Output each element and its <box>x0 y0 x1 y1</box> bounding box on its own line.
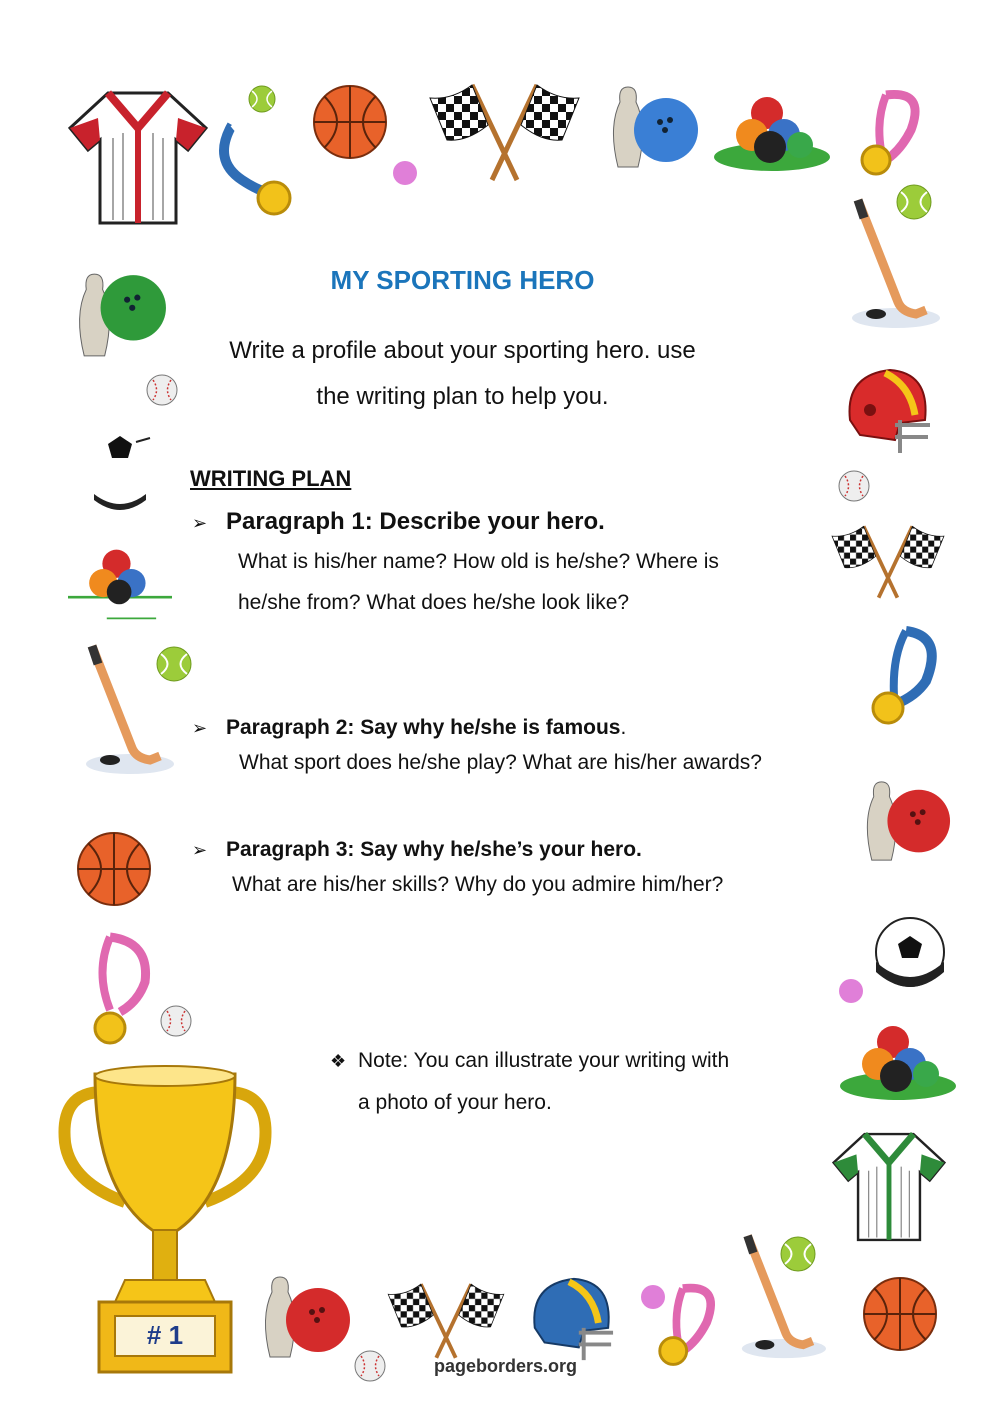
note-line-2: a photo of your hero. <box>358 1091 552 1114</box>
pink-medal-icon <box>856 90 931 178</box>
footer-credit: pageborders.org <box>434 1356 578 1376</box>
gold-medal-icon <box>212 120 297 220</box>
gold-medal-icon <box>866 626 942 726</box>
paragraph-3-body <box>232 864 723 905</box>
pink-ball-icon <box>838 978 864 1004</box>
football-helmet-icon <box>840 365 932 459</box>
paragraph-1-title: Paragraph 1: Describe your hero. <box>226 508 605 535</box>
basketball-icon <box>862 1276 938 1352</box>
writing-plan-heading: WRITING PLAN <box>190 466 352 491</box>
intro-line-1: Write a profile about your sporting hero. use <box>229 337 696 364</box>
billiard-balls-icon <box>712 95 830 177</box>
checkered-flags-icon <box>826 522 950 602</box>
billiard-balls-icon <box>68 544 172 624</box>
intro-line-2: the writing plan to help you. <box>316 383 609 410</box>
baseball-icon <box>838 470 870 502</box>
paragraph-2-title: Paragraph 2: Say why he/she is famous <box>226 716 621 739</box>
arrow-bullet-icon: ➢ <box>192 513 208 533</box>
paragraph-3 <box>192 838 723 905</box>
paragraph-3-title: Paragraph 3: Say why he/she’s your hero. <box>226 838 642 861</box>
diamond-bullet-icon: ❖ <box>330 1051 347 1071</box>
basketball-icon <box>76 828 152 910</box>
baseball-icon <box>160 1005 192 1037</box>
paragraph-1-line-2: he/she from? What does he/she look like? <box>238 591 630 614</box>
soccer-ball-icon <box>874 912 946 992</box>
page-title: MY SPORTING HERO <box>330 265 595 295</box>
billiard-balls-icon <box>838 1024 956 1106</box>
paragraph-2 <box>192 716 762 783</box>
baseball-jersey-icon <box>68 88 208 228</box>
checkered-flags-icon <box>382 1280 510 1362</box>
trophy-label: # 1 <box>146 1320 184 1350</box>
arrow-bullet-icon: ➢ <box>192 840 208 860</box>
note-line-1: Note: You can illustrate your writing with <box>358 1049 730 1072</box>
baseball-jersey-icon <box>832 1128 946 1246</box>
soccer-ball-icon <box>86 424 154 508</box>
paragraph-3-line-1: What are his/her skills? Why do you admire him/her? <box>232 873 724 896</box>
tennis-ball-icon <box>248 85 276 113</box>
baseball-icon <box>146 374 178 406</box>
hockey-stick-icon <box>80 642 176 778</box>
note <box>330 1040 729 1123</box>
paragraph-2-body <box>239 742 762 783</box>
arrow-bullet-icon: ➢ <box>192 718 208 738</box>
basketball-icon <box>312 84 388 160</box>
intro-text <box>190 328 735 420</box>
paragraph-1-line-1: What is his/her name? How old is he/she? Where is <box>238 550 719 573</box>
pink-medal-icon <box>90 932 160 1048</box>
hockey-stick-icon <box>736 1232 828 1362</box>
football-helmet-icon <box>522 1274 618 1366</box>
bowling-pin-and-ball-icon <box>260 1272 352 1364</box>
hockey-stick-icon <box>846 196 942 332</box>
bowling-pin-and-ball-icon <box>608 82 700 174</box>
pink-ball-icon <box>392 160 418 186</box>
pink-medal-icon <box>654 1282 726 1370</box>
paragraph-2-line-1: What sport does he/she play? What are his/her awards? <box>239 751 762 774</box>
bowling-pin-and-ball-icon <box>862 776 952 868</box>
paragraph-2-title-suffix: . <box>620 716 627 739</box>
checkered-flags-icon <box>422 80 587 185</box>
paragraph-1-body <box>238 541 719 623</box>
paragraph-1 <box>192 508 719 623</box>
